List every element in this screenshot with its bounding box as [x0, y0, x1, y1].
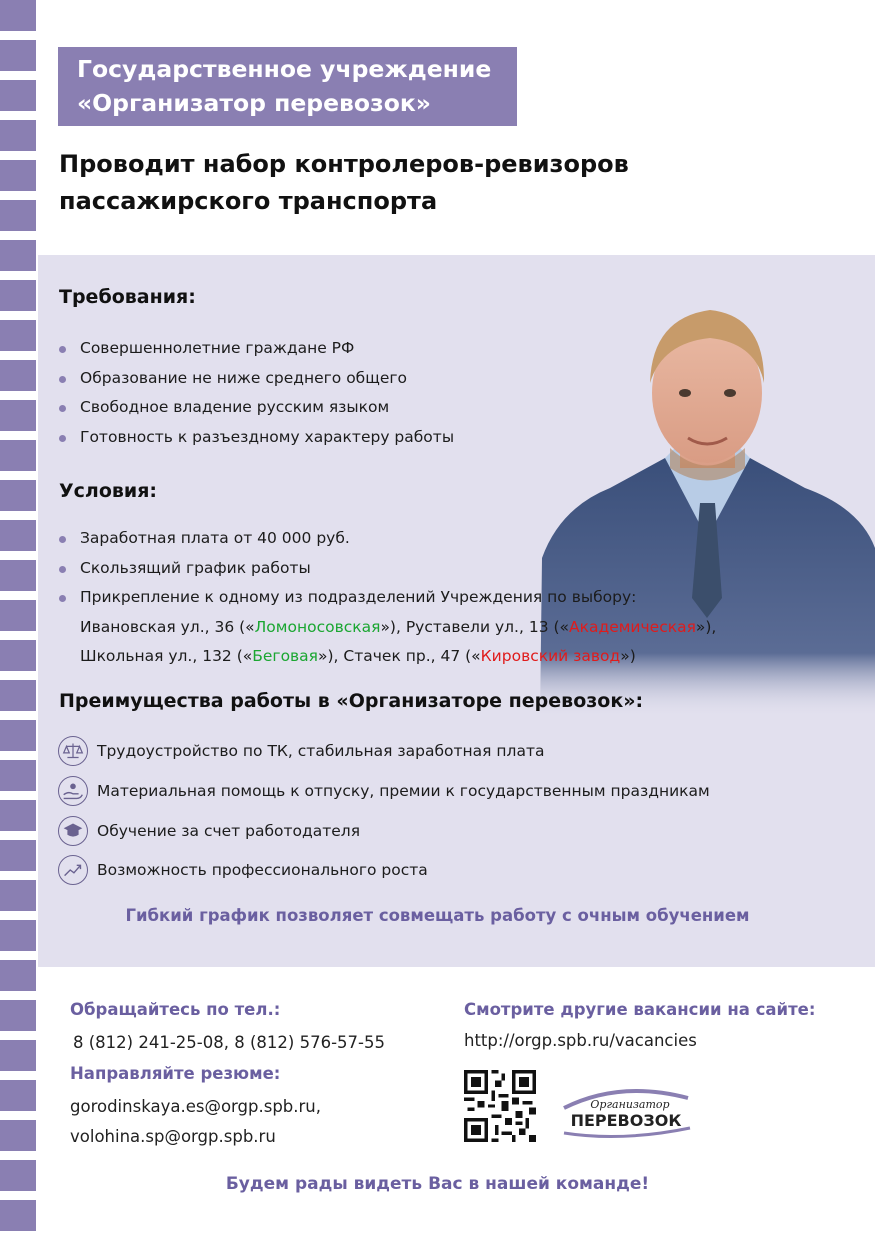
- advantage-item: [58, 735, 544, 767]
- organization-banner: [58, 47, 517, 126]
- decorative-squares: [0, 0, 36, 1238]
- phone-heading: Обращайтесь по тел.:: [70, 1000, 281, 1019]
- vacancies-link[interactable]: http://orgp.spb.ru/vacancies: [464, 1031, 697, 1050]
- list-item: Готовность к разъездному характеру работы: [59, 423, 454, 453]
- advantages-heading: Преимущества работы в «Организаторе перевозок»:: [59, 690, 644, 712]
- org-name-line1: Государственное учреждение: [77, 55, 492, 83]
- title-line2: пассажирского транспорта: [59, 187, 438, 215]
- email-link-2[interactable]: volohina.sp@orgp.spb.ru: [70, 1127, 276, 1146]
- site-heading: Смотрите другие вакансии на сайте:: [464, 1000, 816, 1019]
- advantage-item: [58, 854, 428, 886]
- address-text: »): [620, 647, 636, 665]
- address-line-2: [80, 642, 716, 672]
- metro-station-begovaya: Беговая: [252, 647, 319, 665]
- growth-chart-icon: [58, 855, 88, 885]
- advantage-label: Возможность профессионального роста: [97, 861, 428, 879]
- decorative-square: [0, 720, 36, 751]
- decorative-square: [0, 1200, 36, 1231]
- list-item: Свободное владение русским языком: [59, 393, 454, 423]
- decorative-square: [0, 840, 36, 871]
- decorative-square: [0, 760, 36, 791]
- decorative-square: [0, 560, 36, 591]
- address-text: »), Руставели ул., 13 («: [380, 617, 570, 636]
- branch-choice-text: Прикрепление к одному из подразделений Учреждения по выбору:: [80, 588, 637, 606]
- advantage-item: [58, 815, 360, 847]
- helping-hand-icon: [58, 776, 88, 806]
- decorative-square: [0, 360, 36, 391]
- address-text: »), Стачек пр., 47 («: [318, 647, 481, 665]
- email-link-1[interactable]: gorodinskaya.es@orgp.spb.ru,: [70, 1097, 321, 1116]
- conditions-list: [59, 524, 716, 672]
- footer-slogan: Будем рады видеть Вас в нашей команде!: [225, 1174, 650, 1194]
- decorative-square: [0, 520, 36, 551]
- address-text: »),: [695, 617, 717, 636]
- advantage-label: Трудоустройство по ТК, стабильная заработная плата: [97, 742, 545, 760]
- requirements-heading: Требования:: [59, 286, 196, 308]
- list-item: Образование не ниже среднего общего: [59, 364, 454, 394]
- list-item: Заработная плата от 40 000 руб.: [59, 524, 716, 554]
- metro-station-akademicheskaya: Академическая: [569, 617, 696, 636]
- decorative-square: [0, 320, 36, 351]
- address-text: Школьная ул., 132 («: [80, 647, 253, 665]
- decorative-square: [0, 1000, 36, 1031]
- decorative-square: [0, 640, 36, 671]
- decorative-square: [0, 80, 36, 111]
- org-name-line2: «Организатор перевозок»: [77, 89, 431, 117]
- page-title: [59, 146, 629, 220]
- logo-text-line1: Организатор: [590, 1098, 670, 1111]
- organizer-logo: [560, 1086, 694, 1142]
- decorative-square: [0, 280, 36, 311]
- title-line1: Проводит набор контролеров-ревизоров: [59, 150, 629, 178]
- decorative-square: [0, 200, 36, 231]
- decorative-square: [0, 120, 36, 151]
- decorative-square: [0, 1120, 36, 1151]
- decorative-square: [0, 0, 36, 31]
- decorative-square: [0, 160, 36, 191]
- address-text: Ивановская ул., 36 («: [80, 617, 255, 636]
- address-line-1: [80, 613, 716, 643]
- metro-station-lomonosovskaya: Ломоносовская: [254, 617, 381, 636]
- list-item: [59, 583, 716, 672]
- requirements-list: [59, 334, 454, 452]
- list-item: Скользящий график работы: [59, 554, 716, 584]
- list-item: Совершеннолетние граждане РФ: [59, 334, 454, 364]
- qr-code[interactable]: [464, 1070, 536, 1142]
- advantage-item: [58, 775, 710, 807]
- phone-numbers[interactable]: 8 (812) 241-25-08, 8 (812) 576-57-55: [73, 1033, 385, 1052]
- scales-icon: [58, 736, 88, 766]
- flexible-schedule-note: Гибкий график позволяет совмещать работу с очным обучением: [125, 906, 750, 925]
- graduation-cap-icon: [58, 816, 88, 846]
- decorative-square: [0, 240, 36, 271]
- advantage-label: Обучение за счет работодателя: [97, 822, 361, 840]
- resume-heading: Направляйте резюме:: [70, 1064, 281, 1083]
- decorative-square: [0, 480, 36, 511]
- decorative-square: [0, 800, 36, 831]
- metro-station-kirovsky-zavod: Кировский завод: [480, 647, 621, 665]
- decorative-square: [0, 1080, 36, 1111]
- decorative-square: [0, 40, 36, 71]
- advantage-label: Материальная помощь к отпуску, премии к государственным праздникам: [97, 782, 710, 800]
- logo-text-line2: ПЕРЕВОЗОК: [570, 1111, 682, 1130]
- decorative-square: [0, 680, 36, 711]
- decorative-square: [0, 600, 36, 631]
- conditions-heading: Условия:: [59, 480, 158, 502]
- decorative-square: [0, 400, 36, 431]
- decorative-square: [0, 960, 36, 991]
- decorative-square: [0, 440, 36, 471]
- decorative-square: [0, 1040, 36, 1071]
